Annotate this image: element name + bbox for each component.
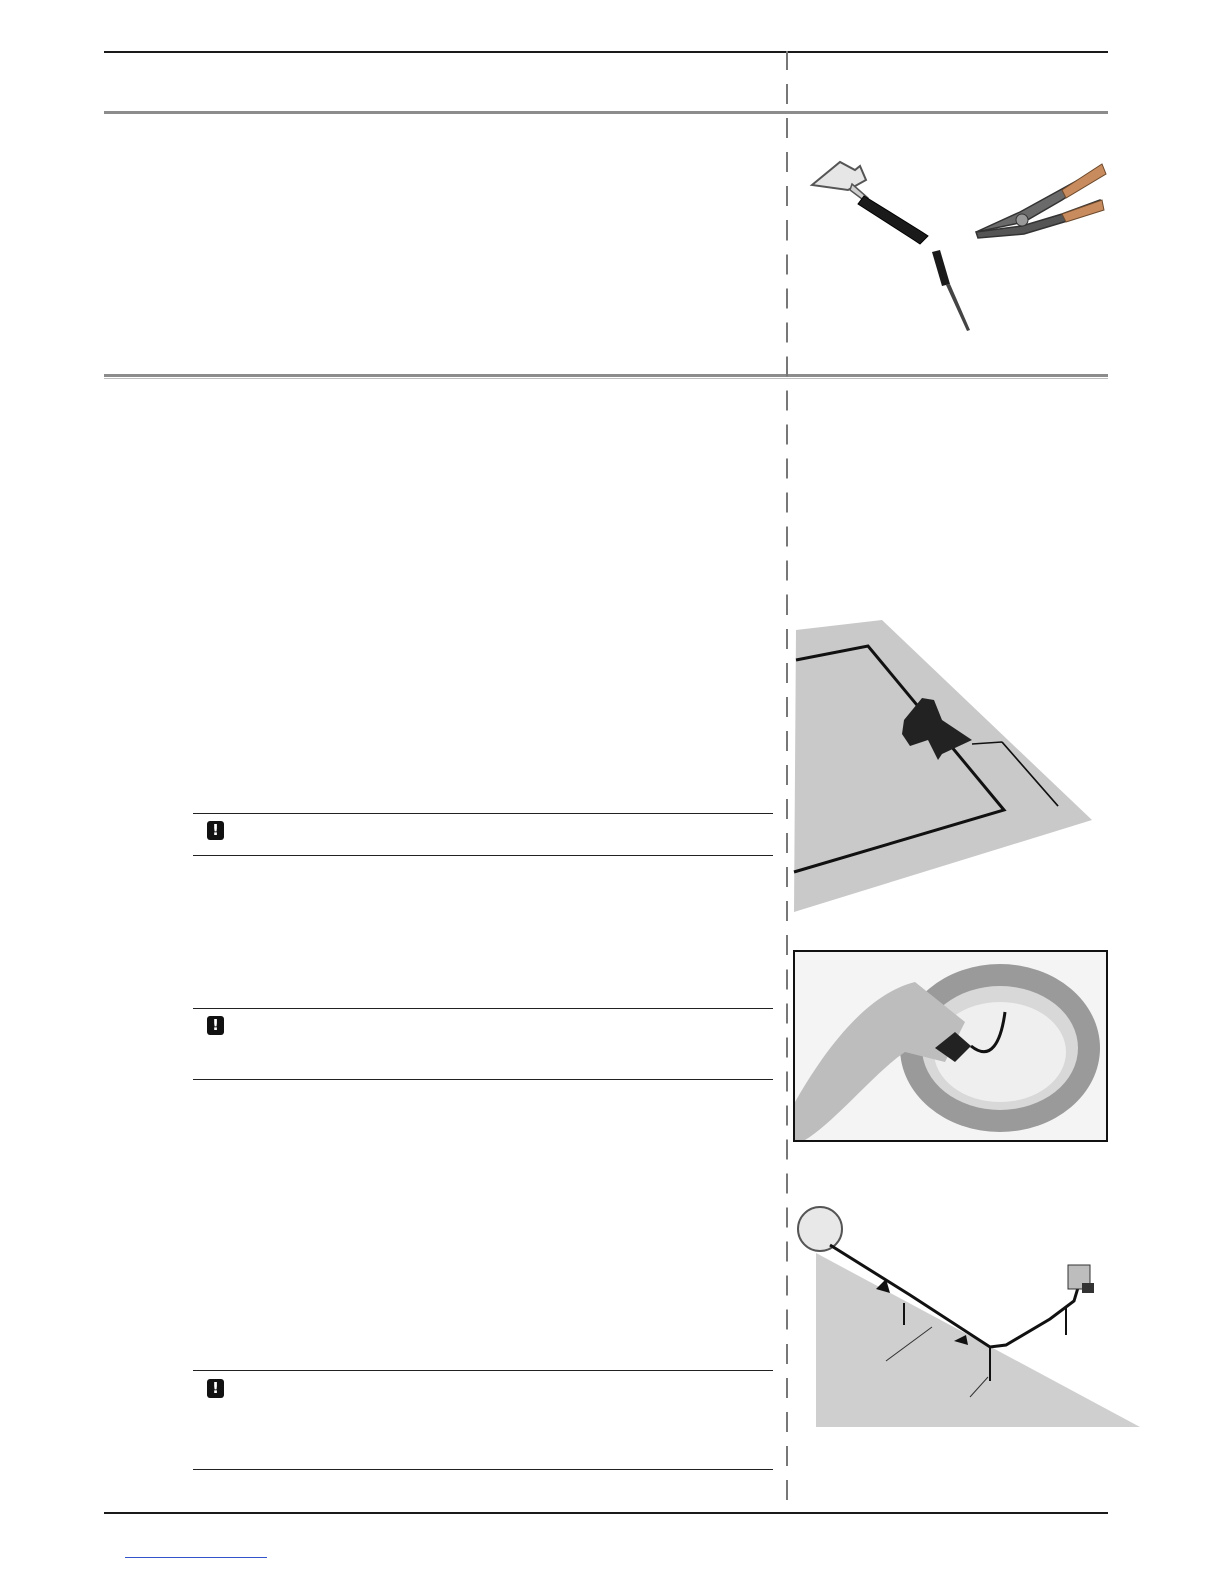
- warning-icon: !: [207, 1379, 224, 1398]
- column-divider: [786, 51, 788, 1514]
- screwdriver-icon: [932, 250, 970, 331]
- lawn-boundary-figure: [792, 620, 1092, 912]
- wire-coil-figure: [793, 950, 1108, 1142]
- note-3-bottom-rule: [193, 1469, 773, 1470]
- footer-link[interactable]: [125, 1557, 267, 1558]
- section-rule-1: [104, 111, 1108, 114]
- note-2-bottom-rule: [193, 1079, 773, 1080]
- note-1-bottom-rule: [193, 855, 773, 856]
- note-3-top-rule: [193, 1370, 773, 1371]
- section-rule-2-shadow: [104, 378, 1108, 379]
- note-1-top-rule: [193, 813, 773, 814]
- pliers-icon: [976, 164, 1106, 238]
- warning-icon: !: [207, 821, 224, 840]
- footer-rule: [104, 1512, 1108, 1514]
- section-rule-2: [104, 374, 1108, 377]
- tools-figure: [800, 140, 1110, 340]
- hammer-icon: [812, 162, 928, 244]
- slope-wire-figure: [790, 1195, 1140, 1430]
- note-2-top-rule: [193, 1008, 773, 1009]
- header-rule: [104, 51, 1108, 53]
- warning-icon: !: [207, 1016, 224, 1035]
